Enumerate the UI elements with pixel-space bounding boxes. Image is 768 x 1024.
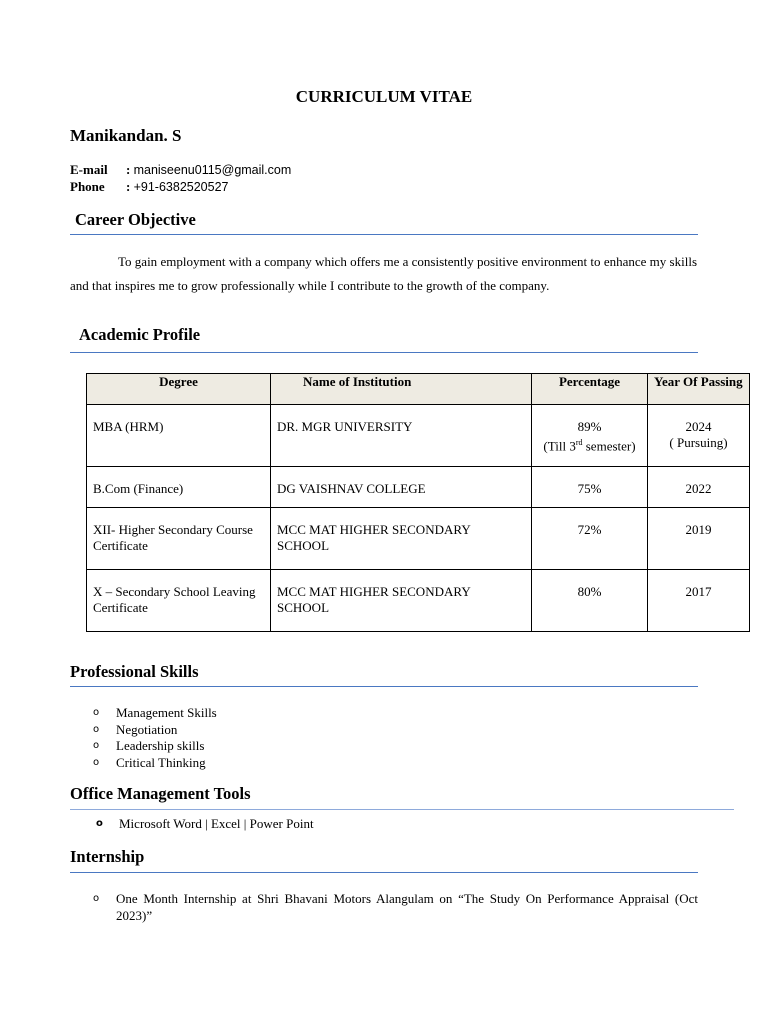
table-row — [87, 508, 750, 570]
phone-value: +91-6382520527 — [133, 180, 229, 194]
column-header-degree: Degree — [87, 374, 271, 405]
percentage-note-suffix: semester) — [582, 437, 636, 453]
year-cell — [648, 405, 750, 467]
degree-cell: MBA (HRM) — [87, 405, 271, 467]
column-header-percentage: Percentage — [532, 374, 648, 405]
internship-rule — [70, 872, 698, 873]
o-bullet-icon: o — [93, 707, 100, 718]
tool-text: Microsoft Word | Excel | Power Point — [119, 816, 314, 831]
percentage-note — [538, 435, 641, 454]
career-objective-heading: Career Objective — [75, 210, 196, 229]
phone-line — [70, 179, 228, 195]
email-separator: : — [126, 162, 131, 177]
year-cell: 2022 — [648, 467, 750, 508]
academic-rule — [70, 352, 698, 353]
table-row — [87, 467, 750, 508]
degree-cell: XII- Higher Secondary Course Certificate — [87, 508, 271, 570]
career-objective-text — [70, 250, 697, 298]
year-value: 2024 — [685, 419, 712, 434]
list-item — [70, 738, 698, 755]
list-item — [70, 816, 698, 833]
o-bullet-icon: o — [93, 893, 100, 904]
list-item — [70, 722, 698, 739]
institution-cell: MCC MAT HIGHER SECONDARY SCHOOL — [271, 508, 532, 570]
percentage-cell: 80% — [532, 570, 648, 632]
column-header-institution: Name of Institution — [271, 374, 532, 405]
percentage-cell: 75% — [532, 467, 648, 508]
internship-heading: Internship — [70, 847, 145, 866]
career-objective-body: To gain employment with a company which offers me a consistently positive environment to enhance my skills and that inspires me to grow professionally while I contribute to the growth of the company. — [70, 254, 697, 293]
document-title: CURRICULUM VITAE — [295, 87, 473, 106]
phone-separator: : — [126, 179, 131, 194]
institution-cell: MCC MAT HIGHER SECONDARY SCHOOL — [271, 570, 532, 632]
list-item — [70, 891, 698, 924]
academic-table — [86, 373, 750, 632]
skills-rule — [70, 686, 698, 687]
skill-text: Negotiation — [116, 721, 178, 737]
year-cell: 2017 — [648, 570, 750, 632]
phone-label: Phone — [70, 179, 105, 194]
email-label: E-mail — [70, 162, 108, 177]
table-row — [87, 570, 750, 632]
career-rule — [70, 234, 698, 235]
email-line — [70, 162, 291, 178]
internship-list — [70, 891, 698, 924]
list-item — [70, 705, 698, 722]
tools-rule — [70, 809, 734, 810]
office-tools-heading: Office Management Tools — [70, 784, 251, 803]
degree-cell: X – Secondary School Leaving Certificate — [87, 570, 271, 632]
candidate-name: Manikandan. S — [70, 126, 182, 145]
skills-list — [70, 705, 698, 771]
table-header-row — [87, 374, 750, 405]
tools-list — [70, 816, 698, 833]
table-row — [87, 405, 750, 467]
year-note: ( Pursuing) — [669, 434, 728, 450]
percentage-cell: 72% — [532, 508, 648, 570]
skill-text: Management Skills — [116, 705, 217, 720]
institution-cell: DG VAISHNAV COLLEGE — [271, 467, 532, 508]
o-bullet-icon: o — [96, 818, 103, 829]
degree-cell: B.Com (Finance) — [87, 467, 271, 508]
skill-text: Leadership skills — [116, 738, 205, 753]
professional-skills-heading: Professional Skills — [70, 662, 199, 681]
column-header-year: Year Of Passing — [648, 374, 750, 405]
percentage-note-superscript: rd — [575, 437, 583, 447]
internship-text: One Month Internship at Shri Bhavani Motors Alangulam on “The Study On Performance Appraisal (Oct 2023)” — [116, 891, 698, 923]
percentage-note-prefix: (Till 3 — [543, 437, 576, 453]
percentage-cell — [532, 405, 648, 467]
email-value: maniseenu0115@gmail.com — [133, 163, 292, 177]
percentage-value: 89% — [577, 419, 602, 434]
list-item — [70, 755, 698, 772]
o-bullet-icon: o — [93, 756, 100, 768]
skill-text: Critical Thinking — [116, 754, 206, 770]
o-bullet-icon: o — [93, 723, 100, 735]
institution-cell: DR. MGR UNIVERSITY — [271, 405, 532, 467]
academic-profile-heading: Academic Profile — [79, 325, 201, 344]
year-cell: 2019 — [648, 508, 750, 570]
o-bullet-icon: o — [93, 740, 100, 751]
